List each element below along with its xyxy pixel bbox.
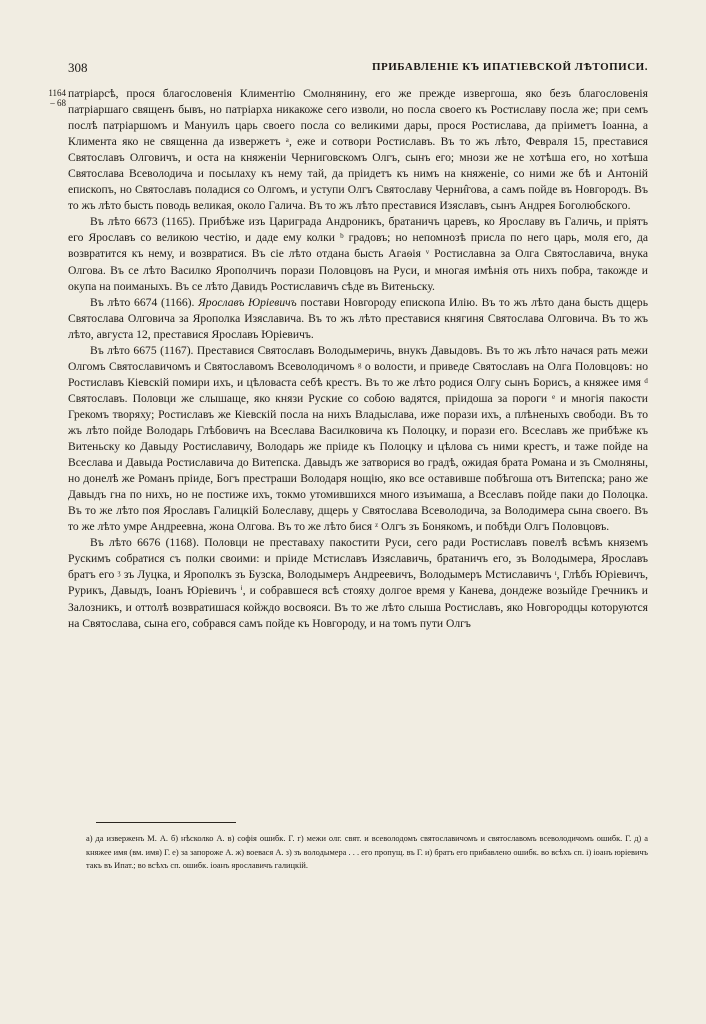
paragraph-5: Въ лѣто 6676 (1168). Половци не преставаху пакостити Руси, сего ради Ростиславъ повелѣ всѣмъ княземъ Рускимъ собратися съ полки своими: и пріиде Мстиславъ Изяславичь, братаничъ его, зъ Володымера, Ярославъ братъ его ᶾ зъ Луцка, и Ярополкъ зъ Бузска, Володымеръ Андреевичъ, Володымеръ Мстиславичъ ᶦ, Глѣбъ Юріевичъ, Рурикъ, Давыдъ, Іоанъ Юріевичъ ⁱ, и собравшеся всѣ стояху долгое время у Канева, дондеже возыйде Гречникъ и Залозникъ, и оттолѣ возвратишася койждо восвояси. Въ то же лѣто слыша Ростиславъ, яко Новгородцы которуются на Святослава, сына его, собрався самъ пойде къ Новгороду, и на томъ пути Олгъ — [68, 536, 648, 630]
margin-year-note: 1164 – 68 — [48, 88, 66, 108]
running-title: ПРИБАВЛЕНІЕ КЪ ИПАТІЕВСКОЙ ЛѢТОПИСИ. — [371, 61, 648, 73]
footnotes — [86, 832, 648, 873]
paragraph-3 — [68, 295, 648, 343]
chronicle-text — [68, 86, 648, 632]
paragraph-2: Въ лѣто 6673 (1165). Прибѣже изъ Цариграда Андроникъ, братаничъ царевъ, ко Ярославу въ Галичь, и пріятъ его Ярославъ со великою честію, и даде ему колки ᵇ градовъ; но непомнозѣ присла по него царь, моля его, да возвратится къ нему, и возвратися. Въ сіе лѣто отдана бысть Агаѳія ᵛ Ростиславна за Олга Святославича, внука Олгова. Въ се лѣто Василко Ярополчичъ порази Половцовъ на Руси, и многая имѣнія оть нихъ побра, такожде и окупа на поиманыхъ. Въ се лѣто Давидъ Ростиславичъ сѣде въ Витеньску. — [68, 215, 648, 293]
page-header — [68, 60, 648, 80]
paragraph-3-lead: Въ лѣто 6674 (1166). — [90, 295, 199, 309]
paragraph-1: патріарсѣ, прося благословенія Климентію Смолнянину, его же прежде извергоша, яко безъ благословенія патріаршаго священъ бывъ, но патріарха никакоже сего изволи, но посла своего къ Ростиславу посла же; при семъ послѣ патріаршомъ и Мануилъ царь своего посла со великими дары, прося Ростислава, да пріиметъ Іоанна, а Климента яко не священна да извержетъ ᵃ, еже и сотвори Ростиславъ. Въ то жъ лѣто, Февраля 15, преставися Святославъ Олговичъ, и оста на княженіи Черниговскомъ Олгъ, сынъ его; мнози же не хотѣша его, но хотѣша Святослава Всеволодича и посылаху къ нему тай, да пріидетъ къ нимъ на княженіе, со ними же бѣ и Антоній епископъ, но Святославъ поладися со Олгомъ, и уступи Олгъ Святославу Черни̂гова, а самъ пойде въ Новгородъ. Въ то жъ лѣто бысть поводь великая, около Галича. Въ то жъ лѣто преставися Изяславъ, сынъ Андрея Боголюбского. — [68, 87, 648, 213]
paragraph-3-rest: постави Новгороду епископа Илію. Въ то жъ лѣто дана бысть дщерь Святослава Олговича за Ярополка Изяславича. Въ то жъ лѣто преставися княгиня Святослава Олговича. Въ то жъ лѣто, августа 12, преставися Ярославъ Юріевичъ. — [68, 295, 648, 341]
footnote-divider — [96, 822, 236, 823]
footnote-text: а) да изверженъ М. А. б) нѣсколко А. в) софія ошибк. Г. г) межи олг. свят. и всеволодомъ святославичомъ и святославомъ всеволодичомъ ошибк. Г. д) а княжее имя (вм. имя) Г. е) за запороже А. ж) воевася А. з) зъ володымера . . . его пропущ. въ Г. и) братъ его прибавлено ошибк. во всѣхъ сп. і) іоанъ юріевичъ такъ въ Ипат.; во всѣхъ сп. ошибк. іоанъ ярославичъ галицкій. — [86, 834, 648, 871]
paragraph-4: Въ лѣто 6675 (1167). Преставися Святославъ Володымеричь, внукъ Давыдовъ. Въ то жъ лѣто начася рать межи Олгомъ Святославичомъ и Святославомъ Всеволодичомъ ᵍ о волости, и приведе Святославъ на Олга Половцовъ: но Ростиславъ Кіевскій помири ихъ, и цѣловаста себѣ крестъ. Въ то же лѣто родися Олгу сынъ Борисъ, а княжее имя ᵈ Святославъ. Половци же слышаще, яко князи Руские со собою вадятся, пріидоша за пороги ᵉ и многія пакости Грекомъ творяху; Ростиславъ же Кіевскій посла на нихъ Владыслава, иже порази ихъ, а плѣненыхъ свободи. Въ то жъ лѣто пойде Володарь Глѣбовичъ на Всеслава Василковича къ Полоцку, и порази его. Всеславъ же прибѣже къ Витеньску ко Давыду Ростиславичу, Володарь же пріиде къ Полоцку и цѣлова съ ними крестъ, и таже пойде на Всеслава и Давыда Ростиславича до Витепска. Давыдъ же затворися во градѣ, ожидая брата Романа и зъ Смолняны, но донелѣ же Романъ пріиде, Богъ престраши Володаря нощію, яко все оставивше побѣгоша отъ Витепска; рано же Давыдъ гна по нихъ, но не постиже ихъ, токмо утомившихся много изъимаша, а Всеславъ пойде паки до Полоцка. Въ то же лѣто поя Ярославъ Галицкій Болеславу, дщерь у Святослава Всеволодича, за Володимера сына своего. Въ то же лѣто умре Андреевна, жона Олгова. Въ то же лѣто бися ᶻ Олгъ зъ Бонякомъ, и побѣди Олгъ Половцовъ. — [68, 343, 648, 534]
paragraph-3-italic-name: Ярославъ Юріевичъ — [198, 295, 297, 309]
page-number: 308 — [68, 60, 88, 75]
